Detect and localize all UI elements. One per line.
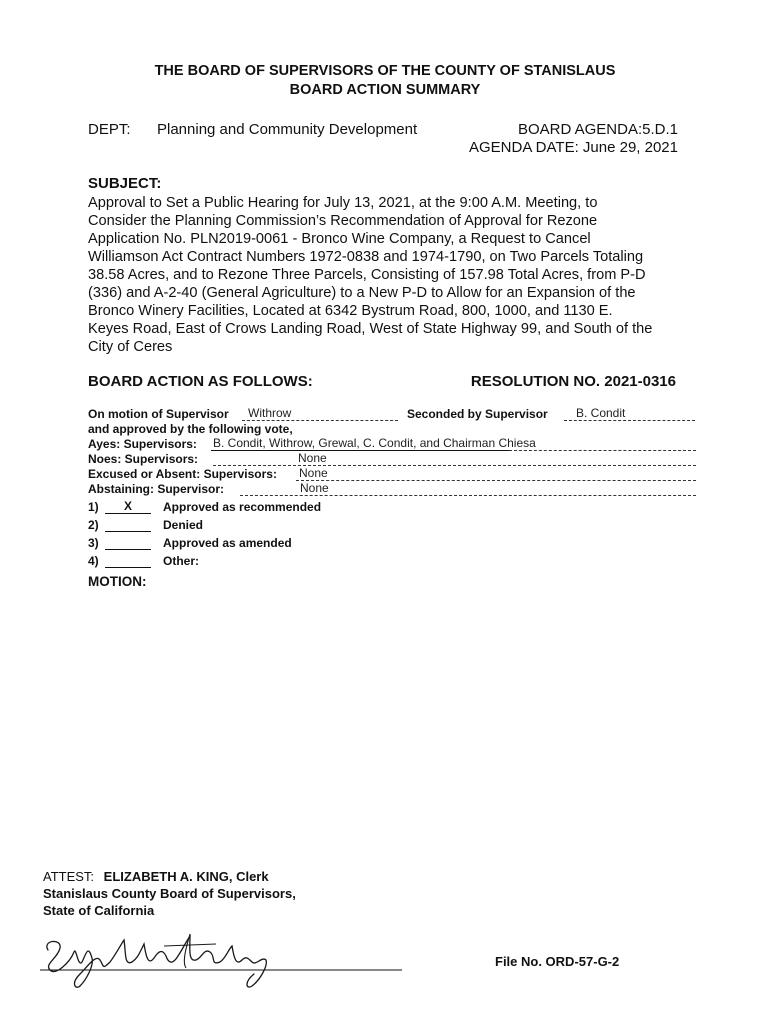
file-number: File No. ORD-57-G-2 [495, 954, 620, 969]
option-mark-other [105, 554, 151, 568]
subject-line: Keyes Road, East of Crows Landing Road, West of State Highway 99, and South of the [88, 321, 653, 337]
option-approved-as-recommended: Approved as recommended [163, 500, 322, 514]
subject-line: City of Ceres [88, 339, 173, 355]
subject-text [88, 194, 688, 356]
resolution-number: RESOLUTION NO. 2021-0316 [470, 373, 676, 390]
motion-label: On motion of Supervisor [88, 407, 229, 421]
noes-label: Noes: Supervisors: [88, 452, 199, 466]
subject-line: Approval to Set a Public Hearing for July 13, 2021, at the 9:00 A.M. Meeting, to [88, 195, 598, 211]
subject-line: Williamson Act Contract Numbers 1972-0838 and 1974-1790, on Two Parcels Totaling [88, 249, 644, 265]
option-mark-amended [105, 536, 151, 550]
abstaining-value: None [240, 482, 696, 496]
option-number: 4) [88, 554, 99, 568]
document-subtitle: BOARD ACTION SUMMARY [289, 82, 481, 98]
option-approved-as-amended: Approved as amended [163, 536, 292, 550]
clerk-name: ELIZABETH A. KING, Clerk [103, 869, 269, 884]
option-denied: Denied [163, 518, 204, 532]
attest-state: State of California [43, 903, 155, 918]
dept-value: Planning and Community Development [157, 121, 418, 138]
option-number: 3) [88, 536, 99, 550]
subject-line: Bronco Winery Facilities, Located at 6342 Bystrum Road, 800, 1000, and 1130 E. [88, 303, 613, 319]
agenda-date: AGENDA DATE: June 29, 2021 [469, 139, 678, 156]
subject-line: (336) and A-2-40 (General Agriculture) to a New P-D to Allow for an Expansion of the [88, 285, 636, 301]
excused-value: None [296, 467, 696, 481]
subject-line: 38.58 Acres, and to Rezone Three Parcels, Consisting of 157.98 Total Acres, from P-D [88, 267, 646, 283]
seconded-label: Seconded by Supervisor [407, 407, 548, 421]
attest-line [43, 869, 269, 884]
motion-by-value: Withrow [242, 407, 398, 421]
clerk-signature [40, 932, 405, 992]
attest-board: Stanislaus County Board of Supervisors, [43, 886, 296, 901]
noes-value: None [213, 452, 696, 466]
subject-label: SUBJECT: [88, 175, 162, 192]
dept-label: DEPT: [88, 121, 131, 138]
attest-label: ATTEST: [43, 869, 95, 884]
option-other: Other: [163, 554, 199, 568]
seconded-by-value: B. Condit [564, 407, 695, 421]
document-title: THE BOARD OF SUPERVISORS OF THE COUNTY OF STANISLAUS [154, 63, 616, 79]
board-agenda: BOARD AGENDA:5.D.1 [517, 121, 678, 138]
option-mark-approved: X [105, 500, 151, 514]
subject-line: Application No. PLN2019-0061 - Bronco Wine Company, a Request to Cancel [88, 231, 591, 247]
approved-by-vote: and approved by the following vote, [88, 422, 293, 436]
ayes-value: B. Condit, Withrow, Grewal, C. Condit, and Chairman Chiesa [213, 436, 536, 450]
abstaining-label: Abstaining: Supervisor: [88, 482, 225, 496]
option-mark-denied [105, 518, 151, 532]
motion-label-bottom: MOTION: [88, 574, 147, 589]
ayes-label: Ayes: Supervisors: [88, 437, 197, 451]
option-number: 1) [88, 500, 99, 514]
board-action-heading: BOARD ACTION AS FOLLOWS: [88, 373, 313, 390]
signature-graphic [40, 932, 405, 992]
ayes-rule [509, 437, 696, 451]
subject-line: Consider the Planning Commission’s Recommendation of Approval for Rezone [88, 213, 598, 229]
option-number: 2) [88, 518, 99, 532]
excused-label: Excused or Absent: Supervisors: [88, 467, 277, 481]
